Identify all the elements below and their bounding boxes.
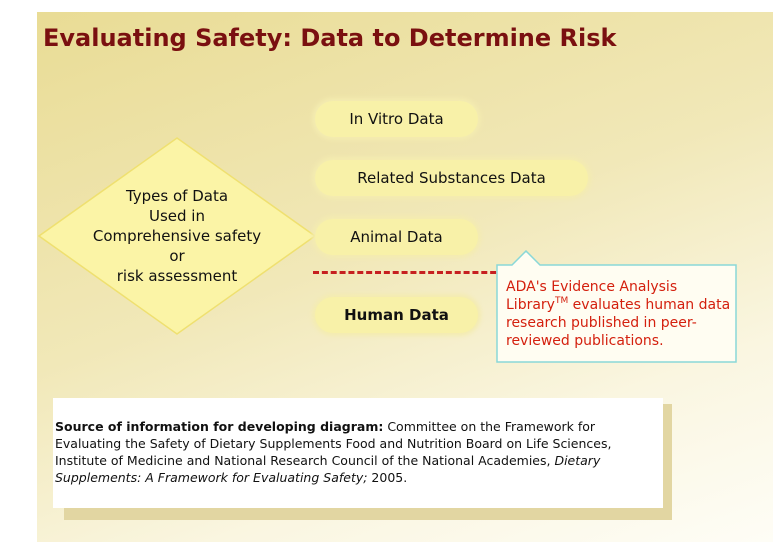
human-data-box: Human Data [315, 297, 478, 333]
diamond-label [68, 186, 286, 286]
related-substances-data-box: Related Substances Data [315, 160, 588, 196]
diamond-line: Types of Data [125, 187, 229, 205]
animal-data-box: Animal Data [315, 219, 478, 255]
source-text: Committee on the Framework for Evaluating the Safety of Dietary Supplements Food and Nutrition Board on Life Sciences, Institute of Medicine and National Research Council of the National Academies, [55, 419, 612, 468]
source-year: 2005. [367, 470, 408, 485]
callout-text [506, 278, 734, 350]
dashed-divider [313, 271, 505, 274]
source-label: Source of information for developing diagram: [55, 419, 384, 434]
diamond-line: risk assessment [116, 267, 238, 285]
diamond-line: Comprehensive safety [92, 227, 262, 245]
page-title: Evaluating Safety: Data to Determine Risk [43, 24, 617, 52]
evidence-analysis-callout [496, 250, 738, 364]
source-book-title: Dietary Supplements: A Framework for Evaluating Safety; [55, 453, 601, 485]
trademark-mark: TM [554, 296, 569, 306]
callout-part1: ADA's Evidence Analysis Library [506, 279, 678, 313]
diamond-line: or [169, 247, 185, 265]
types-of-data-diamond [38, 137, 316, 335]
callout-part2: evaluates human data research published in peer-reviewed publications. [506, 297, 731, 349]
source-citation-box [53, 398, 663, 508]
diamond-line: Used in [149, 207, 205, 225]
in-vitro-data-box: In Vitro Data [315, 101, 478, 137]
